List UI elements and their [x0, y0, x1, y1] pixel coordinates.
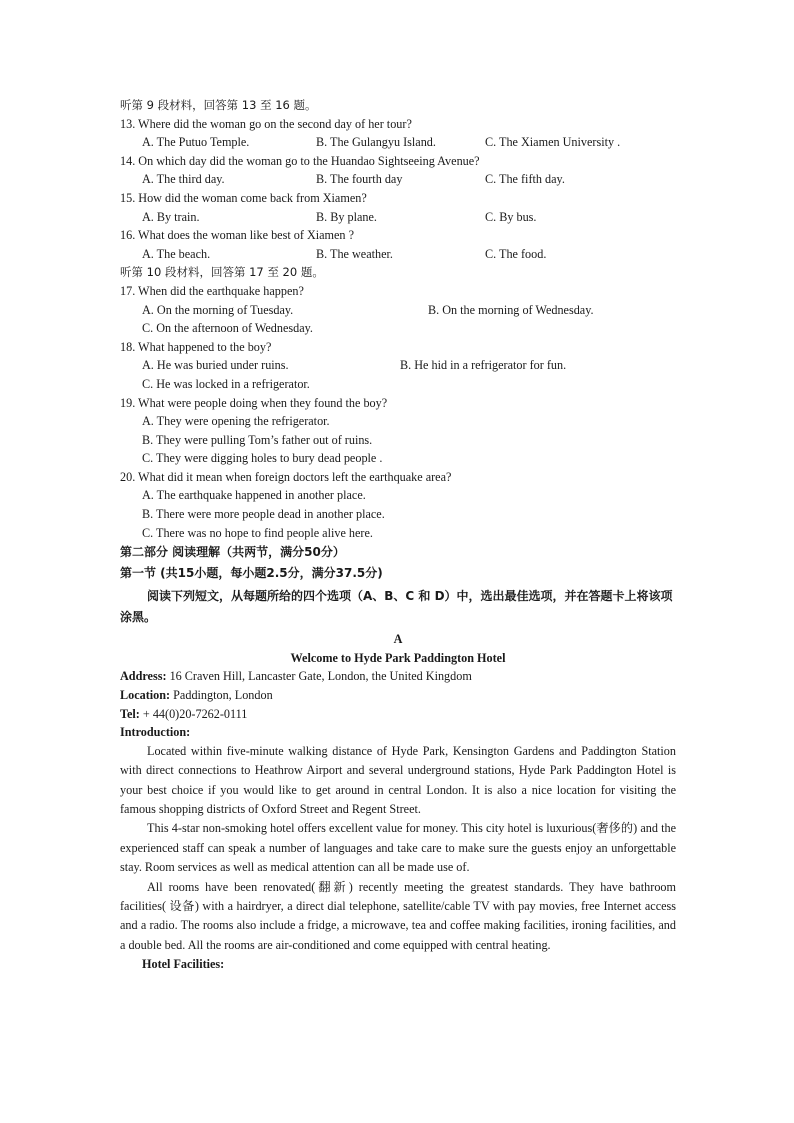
tel-value: + 44(0)20-7262-0111 — [139, 706, 248, 721]
question-stem: 19. What were people doing when they found the boy? — [120, 395, 388, 410]
option-c: C. He was locked in a refrigerator. — [142, 376, 310, 391]
location-value: Paddington, London — [170, 688, 273, 703]
option-c: C. The fifth day. — [485, 172, 565, 187]
passage-title: Welcome to Hyde Park Paddington Hotel — [290, 650, 506, 665]
passage-paragraph-3: All rooms have been renovated(翻新) recently meeting the greatest standards. They have bathroom facilities( 设备) with a hairdryer, a direct dial telephone, satellite/cable TV with pay movies, free Internet access and a radio. The rooms also include a fridge, a microwave, tea and coffee making facilities, ironing facilities, and a double bed. All the rooms are air-conditioned and come equipped with central heating. — [120, 879, 676, 952]
passage-letter: A — [393, 632, 403, 647]
hotel-tel — [120, 705, 676, 724]
question-stem: 14. On which day did the woman go to the Huandao Sightseeing Avenue? — [120, 153, 480, 168]
option-b: B. On the morning of Wednesday. — [428, 302, 594, 317]
option-c: C. There was no hope to find people alive here. — [142, 525, 373, 540]
listening-group9-heading: 听第 9 段材料，回答第 13 至 16 题。 — [120, 98, 317, 112]
hotel-location — [120, 686, 676, 705]
option-a: A. They were opening the refrigerator. — [142, 414, 330, 429]
tel-label: Tel: — [120, 706, 140, 721]
exam-page — [120, 96, 676, 974]
question-19 — [120, 394, 676, 468]
question-stem: 18. What happened to the boy? — [120, 339, 272, 354]
question-stem: 16. What does the woman like best of Xiamen ? — [120, 228, 354, 243]
option-a: A. By train. — [142, 209, 200, 224]
question-stem: 17. When did the earthquake happen? — [120, 283, 304, 298]
option-c: C. The food. — [485, 246, 547, 261]
reading-instruction: 阅读下列短文，从每题所给的四个选项（A、B、C 和 D）中，选出最佳选项，并在答题卡上将该项涂黑。 — [120, 589, 673, 625]
question-options — [120, 245, 676, 264]
option-a: A. On the morning of Tuesday. — [142, 302, 294, 317]
option-b: B. They were pulling Tom’s father out of ruins. — [142, 432, 373, 447]
hotel-facilities-label: Hotel Facilities: — [142, 957, 225, 972]
option-b: B. By plane. — [316, 209, 377, 224]
option-a: A. The beach. — [142, 246, 211, 261]
option-b: B. There were more people dead in another place. — [142, 507, 385, 522]
reading-part-heading: 第二部分 阅读理解（共两节，满分50分） — [120, 545, 345, 560]
option-b: B. The weather. — [316, 246, 393, 261]
option-b: B. The fourth day — [316, 172, 403, 187]
question-options — [120, 356, 676, 375]
address-value: 16 Craven Hill, Lancaster Gate, London, the United Kingdom — [166, 669, 472, 684]
question-13 — [120, 115, 676, 152]
location-label: Location: — [120, 688, 171, 703]
option-c: C. On the afternoon of Wednesday. — [142, 321, 313, 336]
question-16 — [120, 226, 676, 263]
question-stem: 15. How did the woman come back from Xiamen? — [120, 190, 367, 205]
question-15 — [120, 189, 676, 226]
question-stem: 20. What did it mean when foreign doctors left the earthquake area? — [120, 469, 452, 484]
address-label: Address: — [120, 669, 167, 684]
question-options — [120, 208, 676, 227]
option-c: C. The Xiamen University . — [485, 135, 621, 150]
question-18 — [120, 338, 676, 394]
question-stem: 13. Where did the woman go on the second day of her tour? — [120, 116, 412, 131]
option-a: A. The Putuo Temple. — [142, 135, 250, 150]
question-17 — [120, 282, 676, 338]
question-options — [120, 301, 676, 320]
reading-section-heading: 第一节 (共15小题，每小题2.5分，满分37.5分) — [120, 566, 383, 581]
option-c: C. They were digging holes to bury dead people . — [142, 451, 383, 466]
hotel-address — [120, 667, 676, 686]
question-options — [120, 133, 676, 152]
listening-group10-heading: 听第 10 段材料，回答第 17 至 20 题。 — [120, 265, 324, 280]
option-b: B. The Gulangyu Island. — [316, 135, 436, 150]
question-14 — [120, 152, 676, 189]
question-20 — [120, 468, 676, 542]
passage-paragraph-2: This 4-star non-smoking hotel offers excellent value for money. This city hotel is luxurious(奢侈的) and the experienced staff can speak a number of languages and take care to make sure the guests enjoy an unforgettable stay. Room services as well as medical attention can all be made use of. — [120, 821, 676, 875]
option-a: A. He was buried under ruins. — [142, 358, 289, 373]
introduction-label: Introduction: — [120, 725, 191, 740]
passage-paragraph-1: Located within five-minute walking distance of Hyde Park, Kensington Gardens and Paddington Station with direct connections to Heathrow Airport and several underground stations, Hyde Park Paddington Hotel is your best choice if you would like to get around in central London. It is also a nice location for visiting the famous shopping districts of Oxford Street and Regent Street. — [120, 743, 676, 817]
question-options — [120, 170, 676, 189]
option-a: A. The third day. — [142, 172, 225, 187]
option-c: C. By bus. — [485, 209, 537, 224]
option-a: A. The earthquake happened in another place. — [142, 488, 366, 503]
option-b: B. He hid in a refrigerator for fun. — [400, 358, 567, 373]
